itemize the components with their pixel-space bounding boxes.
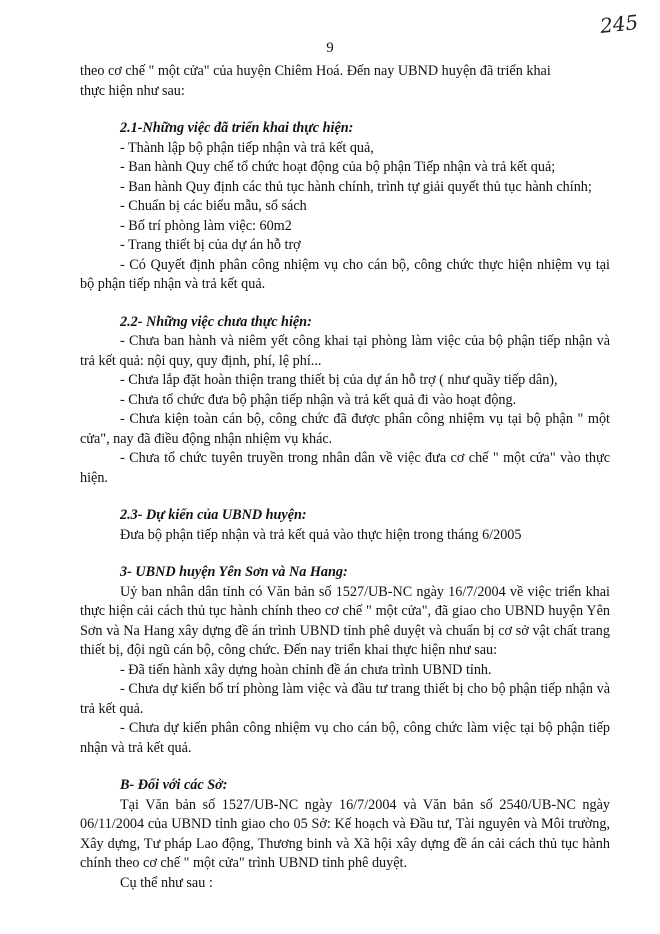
intro-line-1: theo cơ chế " một cửa" của huyện Chiêm Hoá. Đến nay UBND huyện đã triển khai (80, 63, 551, 79)
section-2-3-text: Đưa bộ phận tiếp nhận và trả kết quả vào thực hiện trong tháng 6/2005 (120, 526, 522, 543)
section-b-closing: Cụ thể như sau : (120, 874, 213, 891)
section-2-2-item: - Chưa kiện toàn cán bộ, công chức đã được phân công nhiệm vụ tại bộ phận " một cửa", nay đã điều động nhận nhiệm vụ khác. (80, 411, 610, 447)
section-2-1-item: - Trang thiết bị của dự án hỗ trợ (120, 237, 301, 253)
section-2-1-item: - Bố trí phòng làm việc: 60m2 (120, 217, 292, 234)
section-2-1-heading: 2.1-Những việc đã triển khai thực hiện: (120, 120, 354, 136)
section-2-1-item: - Thành lập bộ phận tiếp nhận và trả kết quả, (120, 139, 374, 156)
section-2-1-item: - Chuẩn bị các biểu mẫu, sổ sách (120, 198, 307, 214)
section-3-item: - Chưa dự kiến phân công nhiệm vụ cho cán bộ, công chức làm việc tại bộ phận tiếp nhận và trả kết quả. (80, 720, 610, 756)
handwritten-page-mark: 245 (598, 10, 640, 38)
section-3-paragraph: Uỷ ban nhân dân tỉnh có Văn bản số 1527/UB-NC ngày 16/7/2004 về việc triển khai thực hiện cải cách thủ tục hành chính theo cơ chế " một cửa", đã giao cho UBND huyện Yên Sơn và Na Hang xây dựng đề án trình UBND tỉnh phê duyệt và chuẩn bị cơ sở vật chất trang thiết bị, đội ngũ cán bộ, công chức. Đến nay triển khai thực hiện như sau: (80, 583, 610, 658)
section-b-heading: B- Đối với các Sở: (120, 777, 228, 793)
section-b-paragraph: Tại Văn bản số 1527/UB-NC ngày 16/7/2004 và Văn bản số 2540/UB-NC ngày 06/11/2004 của UBND tỉnh giao cho 05 Sở: Kế hoạch và Đầu tư, Tài nguyên và Môi trường, Xây dựng, Tư pháp Lao động, Thương binh và Xã hội xây dựng đề án cải cách thủ tục hành chính theo cơ chế " một cửa" trình UBND tỉnh phê duyệt. (80, 796, 610, 871)
section-2-2-item: - Chưa lắp đặt hoàn thiện trang thiết bị của dự án hỗ trợ ( như quầy tiếp dân), (120, 372, 558, 388)
intro-line-2: thực hiện như sau: (80, 82, 185, 99)
section-3-item: - Chưa dự kiến bố trí phòng làm việc và đầu tư trang thiết bị cho bộ phận tiếp nhận và trả kết quả. (80, 681, 610, 717)
section-2-2-heading: 2.2- Những việc chưa thực hiện: (120, 313, 312, 330)
section-2-1-item: - Có Quyết định phân công nhiệm vụ cho cán bộ, công chức thực hiện nhiệm vụ tại bộ phận tiếp nhận và trả kết quả. (80, 256, 610, 292)
section-2-1-item: - Ban hành Quy chế tổ chức hoạt động của bộ phận Tiếp nhận và trả kết quả; (120, 159, 556, 175)
page-number: 9 (326, 40, 334, 56)
section-2-2-item: - Chưa tổ chức đưa bộ phận tiếp nhận và trả kết quả đi vào hoạt động. (120, 391, 517, 408)
section-2-1-item: - Ban hành Quy định các thủ tục hành chính, trình tự giải quyết thủ tục hành chính; (120, 178, 592, 195)
document-body (80, 62, 610, 893)
section-2-3-heading: 2.3- Dự kiến của UBND huyện: (120, 507, 307, 523)
section-3-item: - Đã tiến hành xây dựng hoàn chỉnh đề án chưa trình UBND tỉnh. (120, 661, 492, 678)
section-2-2-item: - Chưa tổ chức tuyên truyền trong nhân dân về việc đưa cơ chế " một cửa" vào thực hiện. (80, 450, 610, 486)
section-3-heading: 3- UBND huyện Yên Sơn và Na Hang: (120, 564, 348, 580)
section-2-2-item: - Chưa ban hành và niêm yết công khai tại phòng làm việc của bộ phận tiếp nhận và trả kết quả: nội quy, quy định, phí, lệ phí... (80, 333, 610, 369)
